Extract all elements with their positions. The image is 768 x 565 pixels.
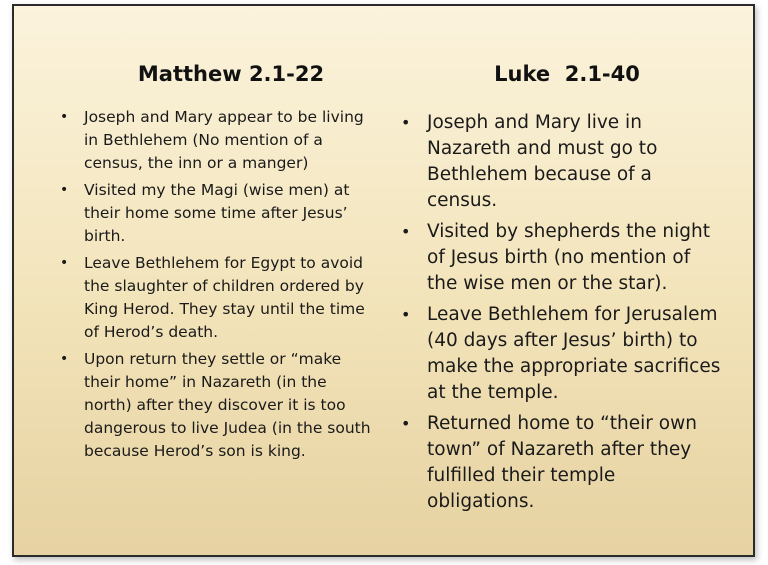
list-item-text: Leave Bethlehem for Egypt to avoid the slaughter of children ordered by King Herod. They stay until the time of Herod’s death. bbox=[84, 254, 365, 341]
bullet-icon: • bbox=[60, 255, 69, 271]
bullet-icon: • bbox=[401, 222, 411, 241]
bullet-icon: • bbox=[60, 351, 69, 367]
list-item bbox=[397, 219, 722, 297]
list-item-text: Upon return they settle or “make their home” in Nazareth (in the north) after they discover it is too dangerous to live Judea (in the south because Herod’s son is king. bbox=[84, 350, 371, 460]
list-item bbox=[397, 411, 722, 515]
list-item-text: Joseph and Mary live in Nazareth and must go to Bethlehem because of a census. bbox=[427, 112, 658, 211]
luke-list bbox=[397, 110, 722, 520]
list-item bbox=[58, 348, 378, 463]
matthew-list bbox=[58, 106, 378, 467]
list-item bbox=[58, 252, 378, 344]
matthew-heading: Matthew 2.1-22 bbox=[137, 62, 325, 86]
list-item bbox=[58, 179, 378, 248]
bullet-icon: • bbox=[60, 109, 69, 125]
bullet-icon: • bbox=[401, 414, 411, 433]
slide bbox=[12, 4, 755, 557]
list-item-text: Leave Bethlehem for Jerusalem (40 days after Jesus’ birth) to make the appropriate sacrifices at the temple. bbox=[427, 304, 721, 403]
list-item bbox=[58, 106, 378, 175]
luke-heading: Luke 2.1-40 bbox=[494, 62, 640, 86]
list-item-text: Joseph and Mary appear to be living in Bethlehem (No mention of a census, the inn or a manger) bbox=[84, 108, 364, 172]
list-item-text: Visited by shepherds the night of Jesus birth (no mention of the wise men or the star). bbox=[427, 221, 710, 294]
bullet-icon: • bbox=[60, 182, 69, 198]
list-item-text: Visited my the Magi (wise men) at their home some time after Jesus’ birth. bbox=[84, 181, 350, 245]
bullet-icon: • bbox=[401, 113, 411, 132]
list-item-text: Returned home to “their own town” of Nazareth after they fulfilled their temple obligations. bbox=[427, 413, 697, 512]
bullet-icon: • bbox=[401, 305, 411, 324]
list-item bbox=[397, 302, 722, 406]
list-item bbox=[397, 110, 722, 214]
